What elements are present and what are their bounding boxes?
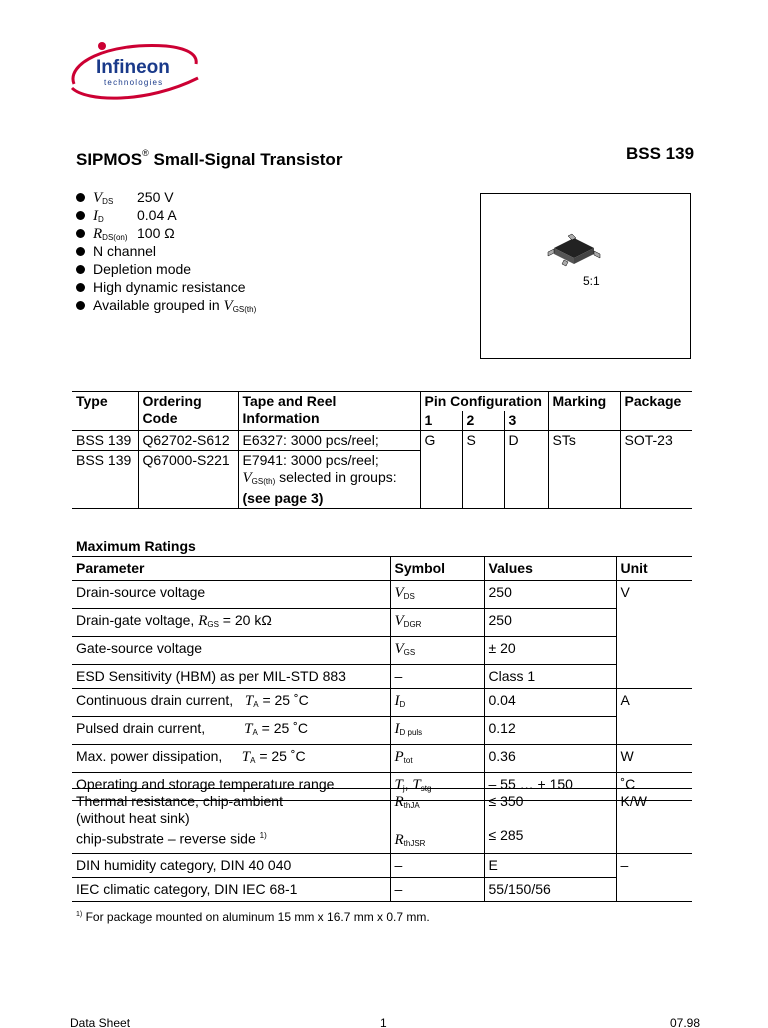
title-main: SIPMOS [76,150,143,169]
symbol-subscript: DS [403,592,415,601]
feature-item [76,206,256,224]
tape-line1: E7941: 3000 pcs/reel; [242,452,379,468]
param-subscript: GS [207,620,219,629]
param-line3 [76,827,386,848]
col-pin1: 1 [420,411,462,431]
param-symbol: R [198,613,208,629]
cell-type: BSS 139 [72,431,138,451]
bullet-icon [76,229,85,238]
cell-value: 55/150/56 [484,878,616,902]
brand-tagline: technologies [104,78,164,87]
feature-value: 250 V [137,189,174,205]
bullet-icon [76,283,85,292]
feature-text: High dynamic resistance [93,279,246,295]
param-symbol: T [244,721,253,737]
cell-type: BSS 139 [72,451,138,509]
col-pin-config: Pin Configuration [420,392,548,412]
symbol-subscript: j [402,784,405,793]
table-row [72,665,692,689]
feature-symbol: R [93,226,103,242]
cell-value: 250 [484,581,616,609]
cell-parameter: DIN humidity category, DIN 40 040 [72,854,390,878]
symbol-letter: I [394,693,400,709]
footer-left: Data Sheet [70,1016,131,1028]
col-tape: Tape and Reel Information [238,392,420,431]
cell-symbol: – [390,854,484,878]
cell-symbol [390,689,484,717]
cell-tape [238,451,420,509]
cell-code: Q62702-S612 [138,431,238,451]
max-ratings-heading: Maximum Ratings [76,538,196,554]
param-symbol: T [244,693,254,709]
feature-item [76,296,256,314]
cell-pin2: S [462,431,504,509]
feature-item [76,278,256,296]
cell-symbol: – [390,878,484,902]
footnote-mark: 1) [76,911,83,918]
cell-value: ± 20 [484,637,616,665]
ordering-table [72,391,692,509]
bullet-icon [76,265,85,274]
brand-name: Infineon [96,57,170,78]
col-pin2: 2 [462,411,504,431]
cell-symbol [390,745,484,773]
param-subscript: A [253,700,259,709]
feature-list [76,188,256,314]
col-unit: Unit [616,557,692,581]
footnote-ref: 1) [259,831,267,840]
table-row [72,745,692,773]
param-text: Max. power dissipation, [76,748,223,764]
page-title [76,150,342,170]
max-ratings-table [72,556,692,801]
feature-symbol: I [93,208,98,224]
cell-parameter [72,609,390,637]
title-rest: Small-Signal Transistor [148,150,343,169]
symbol-subscript: D puls [399,728,423,737]
cell-unit: K/W [616,789,692,854]
cell-parameter: IEC climatic category, DIN IEC 68-1 [72,878,390,902]
footnote [76,910,430,924]
cell-unit: V [616,581,692,689]
symbol-subscript: stg [420,784,432,793]
param-subscript: A [250,756,256,765]
col-pin3: 3 [504,411,548,431]
registered-mark: ® [142,148,149,159]
feature-value: 0.04 A [137,207,177,223]
cell-symbol [390,637,484,665]
symbol-letter: R [394,794,404,810]
col-values: Values [484,557,616,581]
cell-symbol [390,789,484,854]
symbol-subscript: thJSR [403,839,426,848]
symbol-letter: V [394,585,404,601]
cell-unit: A [616,689,692,745]
table-row [72,854,692,878]
table-row [72,431,692,451]
cell-parameter [72,689,390,717]
col-parameter: Parameter [72,557,390,581]
feature-subscript: DS [102,197,114,206]
tape-line2 [243,469,416,490]
cell-parameter: Drain-source voltage [72,581,390,609]
cell-unit: – [616,854,692,902]
table-row [72,689,692,717]
tape-subscript: GS(th) [251,477,276,486]
symbol-letter: P [394,749,404,765]
table-row [72,609,692,637]
thermal-table [72,788,692,902]
feature-subscript: D [98,215,104,224]
feature-value: 100 Ω [137,225,175,241]
page-footer [70,1016,700,1028]
bullet-icon [76,193,85,202]
tape-line2-text: selected in groups: [275,469,397,485]
symbol-subscript: GS [403,648,416,657]
package-image-box [480,193,691,359]
footer-date: 07.98 [669,1016,700,1028]
cell-pin3: D [504,431,548,509]
cell-unit: ˚C [616,773,692,801]
cell-symbol [390,717,484,745]
cell-parameter: Gate-source voltage [72,637,390,665]
feature-symbol: V [223,298,233,314]
param-line2: (without heat sink) [76,810,190,826]
feature-text: N channel [93,243,157,259]
bullet-icon [76,301,85,310]
col-marking: Marking [548,392,620,431]
tape-line3: (see page 3) [242,490,324,506]
feature-subscript: DS(on) [102,233,128,242]
part-number: BSS 139 [626,144,695,163]
param-rest: = 20 kΩ [218,612,272,628]
cell-code: Q67000-S221 [138,451,238,509]
table-header-row [72,392,692,412]
feature-text: Available grouped in [93,297,224,313]
cell-package: SOT-23 [620,431,692,509]
symbol-subscript: D [399,700,406,709]
feature-subscript: GS(th) [232,305,257,314]
symbol-letter: R [394,832,404,848]
cell-value: E [484,854,616,878]
cell-symbol: $T_j$, $T_{stg}$ [390,773,484,801]
table-row [72,878,692,902]
param-line1: Thermal resistance, chip-ambient [76,793,283,809]
cell-symbol: – [390,665,484,689]
param-rest: = 25 ˚C [255,748,306,764]
cell-value [484,789,616,854]
cell-parameter [72,717,390,745]
table-row [72,789,692,854]
feature-text: Depletion mode [93,261,192,277]
cell-pin1: G [420,431,462,509]
table-row [72,637,692,665]
footer-page-number: 1 [380,1016,387,1028]
cell-value: Class 1 [484,665,616,689]
value-line2: ≤ 285 [488,827,524,843]
cell-symbol [390,581,484,609]
feature-item [76,260,256,278]
cell-marking: STs [548,431,620,509]
symbol-subscript: thJA [403,801,420,810]
col-type: Type [72,392,138,431]
cell-parameter: ESD Sensitivity (HBM) as per MIL-STD 883 [72,665,390,689]
feature-item [76,242,256,260]
tape-symbol: V [242,470,252,486]
table-header-row [72,557,692,581]
cell-value: 0.12 [484,717,616,745]
param-rest: = 25 ˚C [257,720,308,736]
feature-item [76,188,256,206]
cell-symbol [390,609,484,637]
cell-parameter [72,745,390,773]
symbol-letter: I [394,721,400,737]
col-symbol: Symbol [390,557,484,581]
footnote-text: For package mounted on aluminum 15 mm x 16.7 mm x 0.7 mm. [82,910,430,924]
symbol-letter: T [394,777,403,793]
col-package: Package [620,392,692,431]
table-row [72,581,692,609]
symbol-letter: T [412,777,421,793]
infineon-logo [66,40,206,106]
cell-value: 0.04 [484,689,616,717]
param-symbol: T [241,749,251,765]
cell-value: – 55 … + 150 [484,773,616,801]
col-ordering-code: Ordering Code [138,392,238,431]
param-text: Continuous drain current, [76,692,234,708]
feature-item [76,224,256,242]
feature-symbol: V [93,190,103,206]
cell-value: 250 [484,609,616,637]
cell-value: 0.36 [484,745,616,773]
symbol-subscript: tot [403,756,413,765]
cell-parameter [72,789,390,854]
param-text: Pulsed drain current, [76,720,206,736]
symbol-letter: V [394,613,404,629]
cell-tape: E6327: 3000 pcs/reel; [238,431,420,451]
value-line1: ≤ 350 [488,793,524,809]
table-row [72,717,692,745]
package-scale: 5:1 [583,274,600,288]
param-text: Drain-gate voltage, [76,612,199,628]
param-line3-text: chip-substrate – reverse side [76,830,256,847]
bullet-icon [76,247,85,256]
symbol-subscript: DGR [403,620,422,629]
param-subscript: A [252,728,258,737]
symbol-letter: V [394,641,404,657]
param-rest: = 25 ˚C [258,692,309,708]
cell-unit: W [616,745,692,773]
bullet-icon [76,211,85,220]
sot23-package-icon [544,232,604,272]
cell-parameter: Operating and storage temperature range [72,773,390,801]
